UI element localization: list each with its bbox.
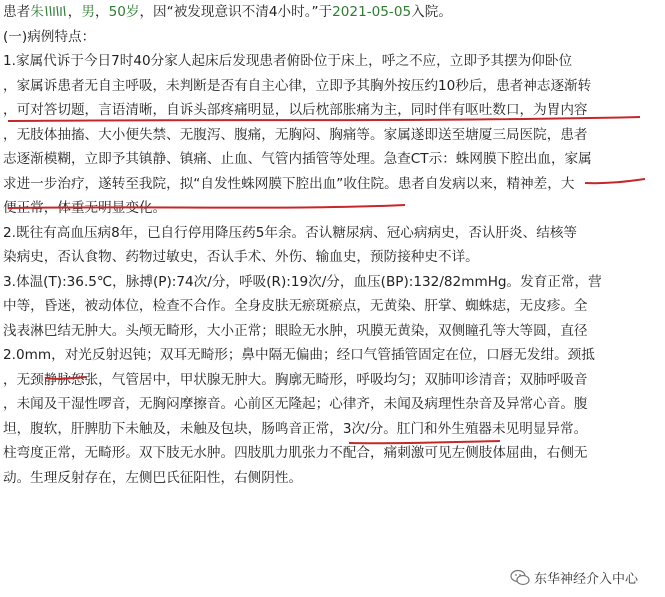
watermark xyxy=(506,567,656,589)
text-line: 便正常，体重无明显变化。 xyxy=(3,200,167,216)
text-line: ，无颈静脉怒张，气管居中，甲状腺无肿大。胸廓无畸形，呼吸均匀；双肺叩诊清音；双肺呼吸音 xyxy=(3,371,588,388)
text-line: 3.体温(T):36.5℃，脉搏(P):74次/分，呼吸(R):19次/分，血压(BP):132/82mmHg。发育正常，营 xyxy=(3,273,602,290)
text-line: 坦，腹软，肝脾肋下未触及，未触及包块，肠鸣音正常，3次/分。肛门和外生殖器未见明显异常。 xyxy=(3,420,588,437)
text-line: 2.0mm，对光反射迟钝；双耳无畸形；鼻中隔无偏曲；经口气管插管固定在位，口唇无发绀。颈抵 xyxy=(3,347,595,363)
text-line: 柱弯度正常，无畸形。双下肢无水肿。四肢肌力肌张力不配合，痛刺激可见左侧肢体屈曲，右侧无 xyxy=(3,445,588,461)
document-body xyxy=(3,0,661,490)
text-line: ，无肢体抽搐、大小便失禁、无腹泻、腹痛，无胸闷、胸痛等。家属遂即送至塘厦三局医院，患者 xyxy=(3,126,588,143)
section-title: (一)病例特点： xyxy=(3,28,96,45)
text-line: 求进一步治疗，遂转至我院，拟“自发性蛛网膜下腔出血”收住院。患者自发病以来，精神差，大 xyxy=(3,175,575,192)
text-line: 染病史，否认食物、药物过敏史，否认手术、外伤、输血史，预防接种史不详。 xyxy=(3,249,479,265)
patient-surname: 朱 xyxy=(30,4,44,20)
patient-sex: 男 xyxy=(81,4,95,20)
text-line: 志逐渐模糊，立即予其镇静、镇痛、止血、气管内插管等处理。急查CT示：蛛网膜下腔出血，家属 xyxy=(3,151,592,167)
patient-age: 50岁 xyxy=(108,4,140,20)
text-line: ，家属诉患者无自主呼吸，未判断是否有自主心律，立即予其胸外按压约10秒后，患者神志逐渐转 xyxy=(3,77,592,94)
text-line: ，可对答切题，言语清晰，自诉头部疼痛明显，以后枕部胀痛为主，同时伴有呕吐数口，为胃内容 xyxy=(3,102,588,118)
text-line: ，未闻及干湿性啰音，无胸闷摩擦音。心前区无隆起；心律齐，未闻及病理性杂音及异常心音。腹 xyxy=(3,396,588,412)
text-line: 1.家属代诉于今日7时40分家人起床后发现患者俯卧位于床上，呼之不应，立即予其摆为仰卧位 xyxy=(3,53,573,69)
watermark-text: 东华神经介入中心 xyxy=(534,572,639,587)
text-line: 2.既往有高血压病8年，已自行停用降压药5年余。否认糖尿病、冠心病病史，否认肝炎、结核等 xyxy=(3,224,578,241)
text-line: 中等，昏迷，被动体位，检查不合作。全身皮肤无瘀斑瘀点，无黄染、肝掌、蜘蛛痣，无皮疹。全 xyxy=(3,298,588,314)
admission-date: 2021-05-05 xyxy=(332,4,412,20)
patient-header: 患者朱 ，男，50岁，因“被发现意识不清4小时。”于2021-05-05入院。 xyxy=(3,4,452,20)
redacted-name-icon xyxy=(44,4,68,18)
wechat-icon xyxy=(510,569,530,587)
text-line: 动。生理反射存在，左侧巴氏征阳性，右侧阴性。 xyxy=(3,469,303,486)
text-line: 浅表淋巴结无肿大。头颅无畸形，大小正常；眼睑无水肿，巩膜无黄染，双侧瞳孔等大等圆，直径 xyxy=(3,322,588,339)
header-prefix: 患者 xyxy=(3,4,31,20)
chief-complaint: ，因“被发现意识不清4小时。”于 xyxy=(139,4,333,20)
